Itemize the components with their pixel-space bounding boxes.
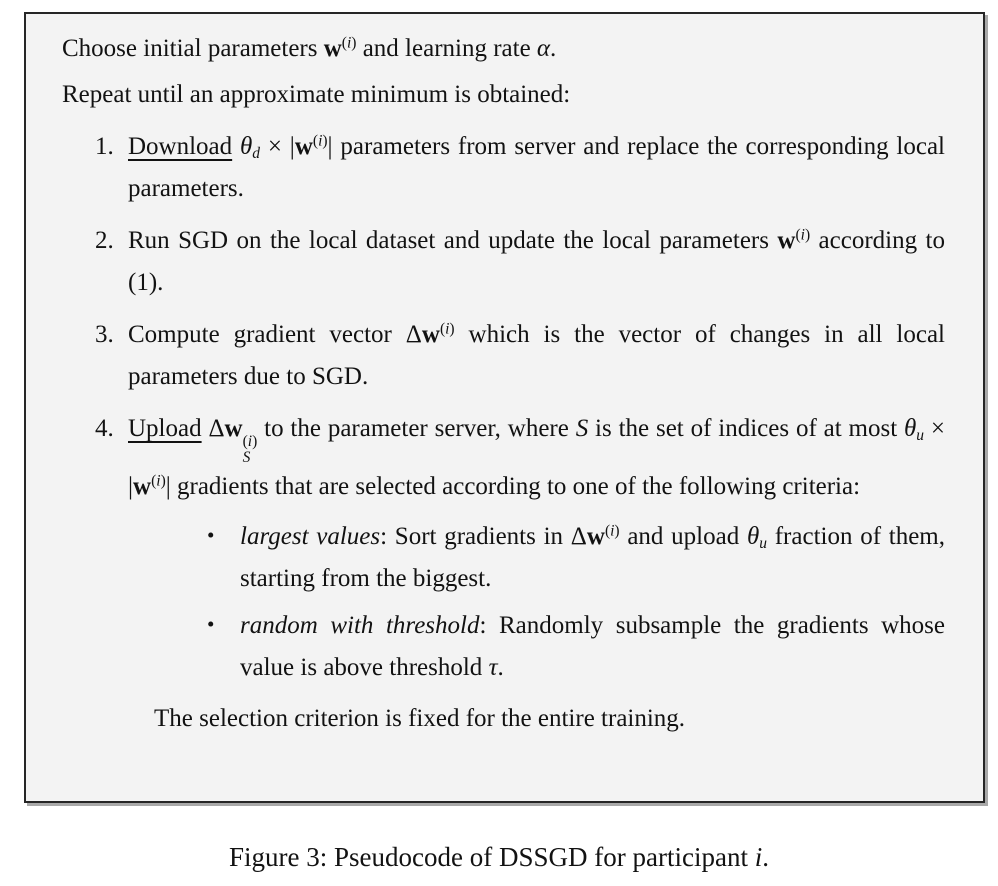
bullet-icon: • <box>207 523 215 548</box>
step-4-number: 4. <box>95 415 114 442</box>
algorithm-line-choose: Choose initial parameters $w^{(i)}$ and learning rate α. <box>62 34 557 62</box>
step-1-text: Download $\theta d \times |w^{(i)}|$ parameters from server and replace the corresponding local parameters. <box>128 132 945 202</box>
algorithm-step-1 <box>62 126 945 210</box>
criterion-random-threshold-text: random with threshold: Randomly subsample the gradients whose value is above threshold τ. <box>240 612 945 682</box>
criterion-random-threshold <box>62 605 945 689</box>
algorithm-step-3 <box>62 314 945 398</box>
algorithm-box <box>24 12 985 803</box>
criterion-largest-values <box>62 516 945 600</box>
bullet-icon: • <box>207 612 215 637</box>
algorithm-line-repeat: Repeat until an approximate minimum is obtained: <box>62 81 571 108</box>
step-3-number: 3. <box>95 321 114 348</box>
step-3-text: Compute gradient vector $\Delta w^{(i)}$ which is the vector of changes in all local parameters due to SGD. <box>128 320 945 390</box>
step-2-number: 2. <box>95 227 114 254</box>
step-4-text: Upload Δw (i) S to the parameter server, where S is the set of indices of at most $\theta u \times |w^{(i)}|$ gradients that are selected according to one of the following criteria: <box>128 415 945 501</box>
figure-caption: Figure 3: Pseudocode of DSSGD for participant i. <box>229 842 769 872</box>
step-2-text: Run SGD on the local dataset and update the local parameters $w^{(i)}$ according to (1). <box>128 226 945 296</box>
step-1-number: 1. <box>95 133 114 160</box>
criterion-largest-values-text: largest values: Sort gradients in $\Delta w^{(i)}$ and upload θu fraction of them, starting from the biggest. <box>240 522 945 593</box>
algorithm-closing-line: The selection criterion is fixed for the entire training. <box>154 705 686 733</box>
algorithm-step-2 <box>62 220 945 304</box>
algorithm-step-4 <box>62 408 945 508</box>
